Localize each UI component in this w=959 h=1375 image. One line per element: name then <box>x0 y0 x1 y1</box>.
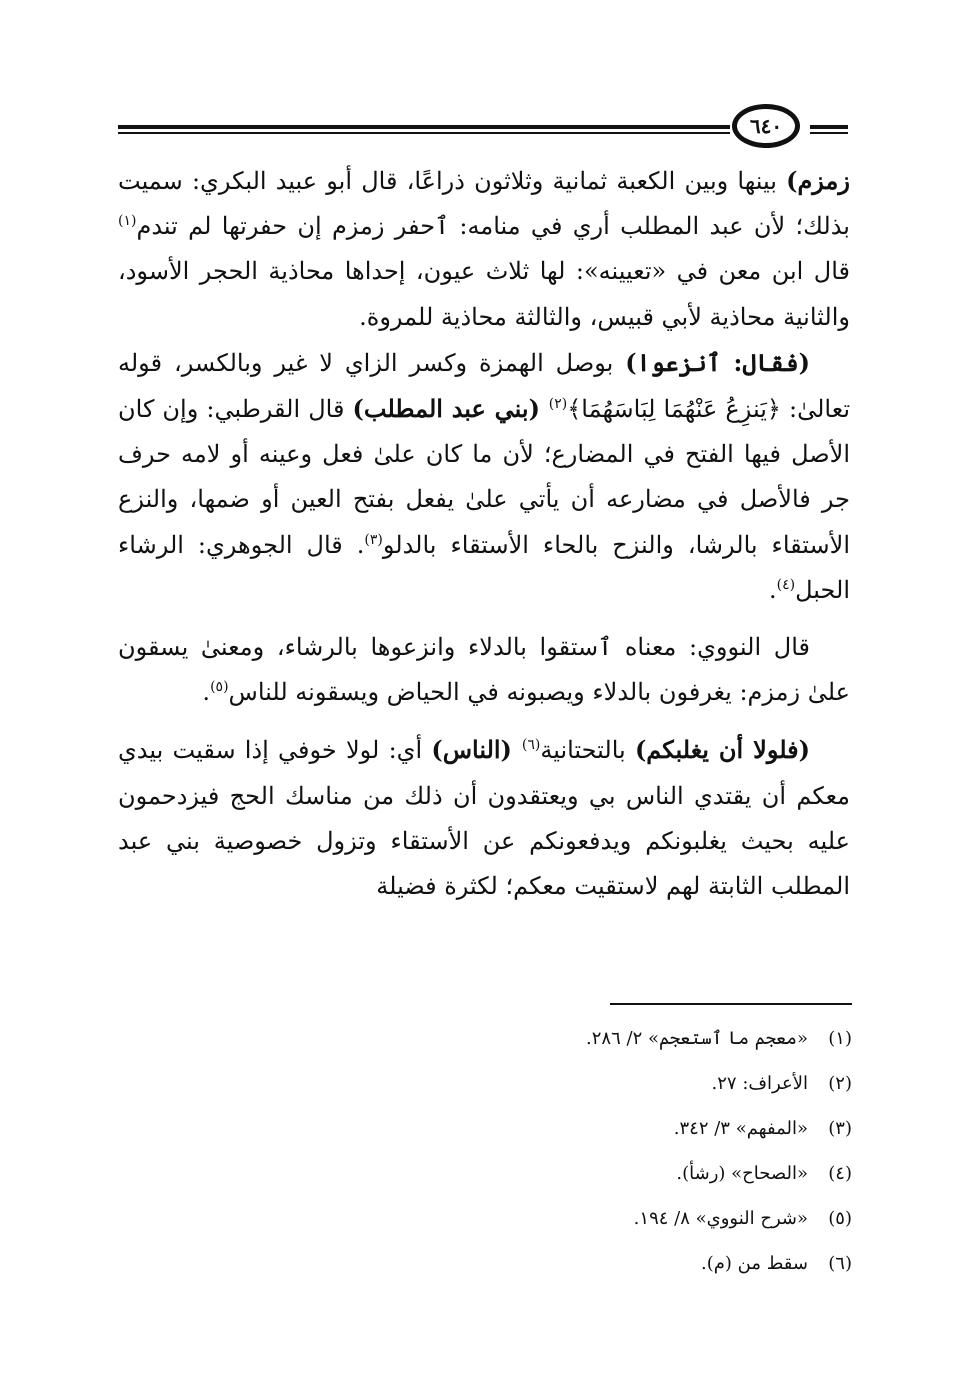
text-run: قال القرطبي: وإن كان الأصل فيها الفتح في المضارع؛ لأن ما كان علىٰ فعل وعينه أو لامه حرف جر فالأصل في مضارعه أن يأتي علىٰ يفعل بفتح العين أو ضمها، والنزع الأستقاء بالرشا، والنزح بالحاء الأستقاء بالدلو <box>118 395 850 559</box>
footnote-number: (٦) <box>828 1253 852 1274</box>
footnotes-list <box>400 1016 852 1286</box>
footnote-number: (٥) <box>828 1208 852 1229</box>
text-run: أي: لولا خوفي إذا سقيت بيدي معكم أن يقتدي الناس بي ويعتقدون أن ذلك من مناسك الحج فيزدحمون عليه بحيث يغلبونكم ويدفعونكم عن الأستقاء وتزول خصوصية بني عبد المطلب الثابتة لهم لاستقيت معكم؛ لكثرة فضيلة <box>118 736 850 901</box>
keyword: (بني عبد المطلب) <box>352 394 549 424</box>
text-run: قال النووي: معناه ٱستقوا بالدلاء وانزعوها بالرشاء، ومعنىٰ يسقون علىٰ زمزم: يغرفون بالدلاء ويصبونه في الحياض ويسقونه للناس <box>118 633 850 707</box>
footnote-number: (٣) <box>828 1118 852 1139</box>
text-run: . <box>769 575 777 604</box>
footnote-ref: (٤) <box>776 576 796 593</box>
footnote-number: (٤) <box>828 1163 852 1184</box>
footnote-item <box>400 1151 852 1196</box>
footnote-ref: (٣) <box>364 531 383 548</box>
keyword: (فقال: ٱنزعوا) <box>625 347 811 377</box>
footnote-item <box>400 1241 852 1286</box>
header-rule-tail <box>810 125 848 134</box>
footnote-number: (٢) <box>828 1073 852 1094</box>
main-text <box>118 158 850 909</box>
footnote-ref: (٢) <box>548 396 568 413</box>
keyword: زمزم) <box>786 166 850 195</box>
footnote-item <box>400 1061 852 1106</box>
paragraph-4 <box>118 727 850 909</box>
text-run: . قال الجوهري: الرشاء الحبل <box>118 530 850 604</box>
text-run: بالتحتانية <box>540 736 635 765</box>
footnote-number: (١) <box>828 1028 852 1049</box>
header-rule <box>118 125 730 134</box>
text-run: قال ابن معن في «تعيينه»: لها ثلاث عيون، إحداها محاذية الحجر الأسود، والثانية محاذية لأبي قبيس، والثالثة محاذية للمروة. <box>118 257 850 331</box>
keyword: (الناس) <box>431 735 522 765</box>
footnote-item <box>400 1016 852 1061</box>
footnote-ref: (٥) <box>210 679 229 696</box>
paragraph-1 <box>118 158 850 340</box>
text-run: . <box>202 678 211 707</box>
footnote-text: الأعراف: ٢٧. <box>711 1073 808 1094</box>
footnote-text: «المفهم» ٣/ ٣٤٢. <box>673 1118 808 1139</box>
page-number-badge <box>732 104 800 148</box>
footnote-text: «معجم ما ٱستعجم» ٢/ ٢٨٦. <box>586 1028 808 1049</box>
footnote-text: «شرح النووي» ٨/ ١٩٤. <box>633 1208 808 1229</box>
footnote-ref: (١) <box>118 213 137 230</box>
paragraph-3 <box>118 625 850 715</box>
text-run: بوصل الهمزة وكسر الزاي لا غير وبالكسر، قوله تعالىٰ: ﴿يَنزِعُ عَنْهُمَا لِبَاسَهُمَا﴾ <box>118 348 851 424</box>
keyword: (فلولا أن يغلبكم) <box>634 735 811 765</box>
page-header <box>0 104 959 154</box>
footnote-text: «الصحاح» (رشأ). <box>676 1163 808 1184</box>
footnote-item <box>400 1106 852 1151</box>
paragraph-2 <box>118 340 850 613</box>
page-number: ٦٤٠ <box>749 114 783 138</box>
footnote-text: سقط من (م). <box>701 1253 808 1274</box>
text-run: بينها وبين الكعبة ثمانية وثلاثون ذراعًا، قال أبو عبيد البكري: سميت بذلك؛ لأن عبد المطلب أري في منامه: ٱحفر زمزم إن حفرتها لم تندم <box>118 167 850 241</box>
footnote-separator <box>610 1003 852 1005</box>
footnote-ref: (٦) <box>521 737 541 754</box>
footnote-item <box>400 1196 852 1241</box>
